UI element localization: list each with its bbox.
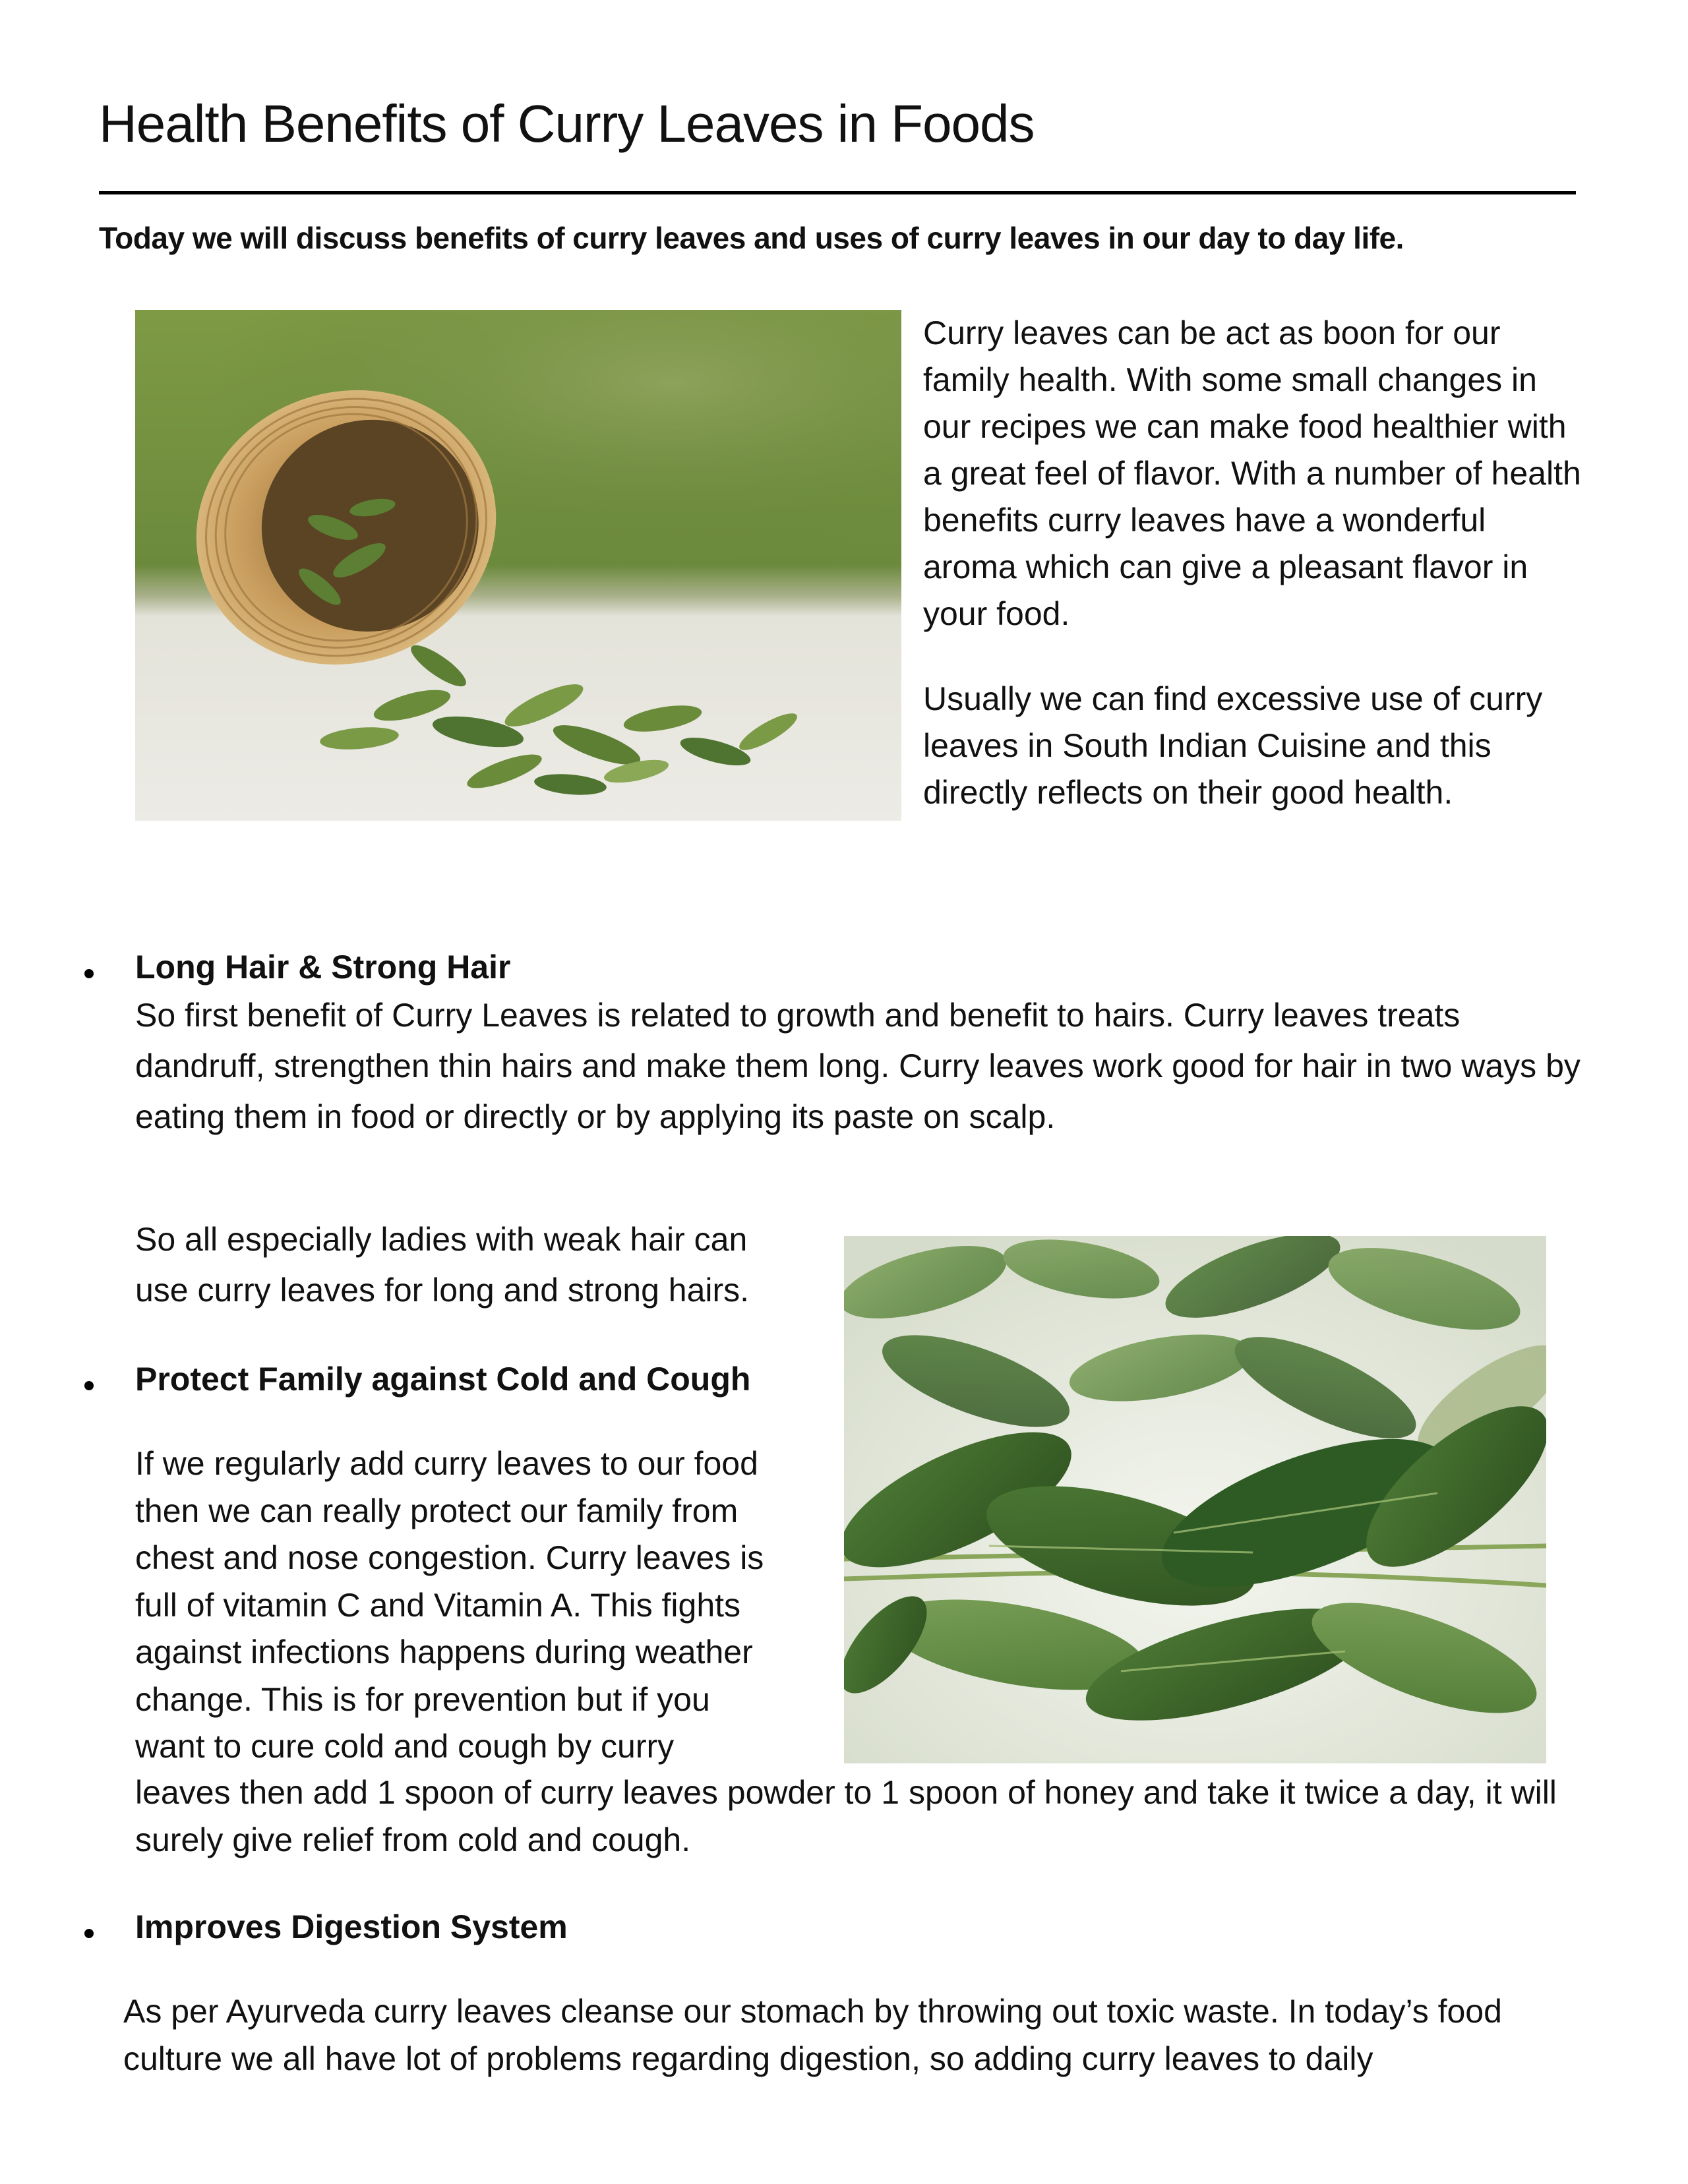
intro-paragraph-1: Curry leaves can be act as boon for our family health. With some small changes in our recipes we can make food healthier with a great feel of flavor. With a number of health benefits curry leaves have a wonderful aroma which can give a pleasant flavor in your food. [923, 314, 1581, 632]
section-paragraph: As per Ayurveda curry leaves cleanse our stomach by throwing out toxic waste. In today’s food culture we all have lot of problems regarding digestion, so adding curry leaves to daily [123, 1993, 1502, 2077]
section-paragraph: So first benefit of Curry Leaves is related to growth and benefit to hairs. Curry leaves treats dandruff, strengthen thin hairs and make them long. Curry leaves work good for hair in two ways by eating them in food or directly or by applying its paste on scalp. [135, 997, 1581, 1135]
section-line: If we regularly add curry leaves to our food [135, 1445, 758, 1482]
bullet-icon [84, 1381, 94, 1390]
lead-paragraph: Today we will discuss benefits of curry leaves and uses of curry leaves in our day to day life. [99, 221, 1404, 255]
section-paragraph: leaves then add 1 spoon of curry leaves powder to 1 spoon of honey and take it twice a day, it will surely give relief from cold and cough. [135, 1774, 1557, 1858]
section-line: want to cure cold and cough by curry [135, 1728, 675, 1765]
title-rule [99, 191, 1576, 194]
basket-curry-leaves-image [135, 310, 901, 821]
section-body-digestion [123, 1988, 1587, 2082]
intro-paragraph-2: Usually we can find excessive use of curry leaves in South Indian Cuisine and this directly reflects on their good health. [923, 680, 1543, 811]
intro-text [923, 310, 1582, 854]
section-line: then we can really protect our family from [135, 1492, 738, 1529]
section-paragraph: So all especially ladies with weak hair can use curry leaves for long and strong hairs. [135, 1221, 750, 1309]
bullet-icon [84, 969, 94, 978]
bullet-icon [84, 1929, 94, 1938]
fresh-curry-leaves-image [844, 1236, 1546, 1763]
section-body-hair [135, 990, 1582, 1142]
section-line: full of vitamin C and Vitamin A. This fights [135, 1586, 741, 1624]
section-line: against infections happens during weather [135, 1634, 753, 1670]
section-heading-digestion: Improves Digestion System [135, 1908, 568, 1945]
section-heading-hair: Long Hair & Strong Hair [135, 949, 511, 986]
section-heading-cold: Protect Family against Cold and Cough [135, 1361, 751, 1398]
section-line: chest and nose congestion. Curry leaves is [135, 1539, 764, 1576]
section-body-cold [135, 1440, 847, 1771]
section-body-cold-tail [135, 1769, 1586, 1864]
page-title: Health Benefits of Curry Leaves in Foods [99, 94, 1035, 153]
section-body-hair-2 [135, 1214, 795, 1316]
section-line: change. This is for prevention but if you [135, 1680, 710, 1718]
